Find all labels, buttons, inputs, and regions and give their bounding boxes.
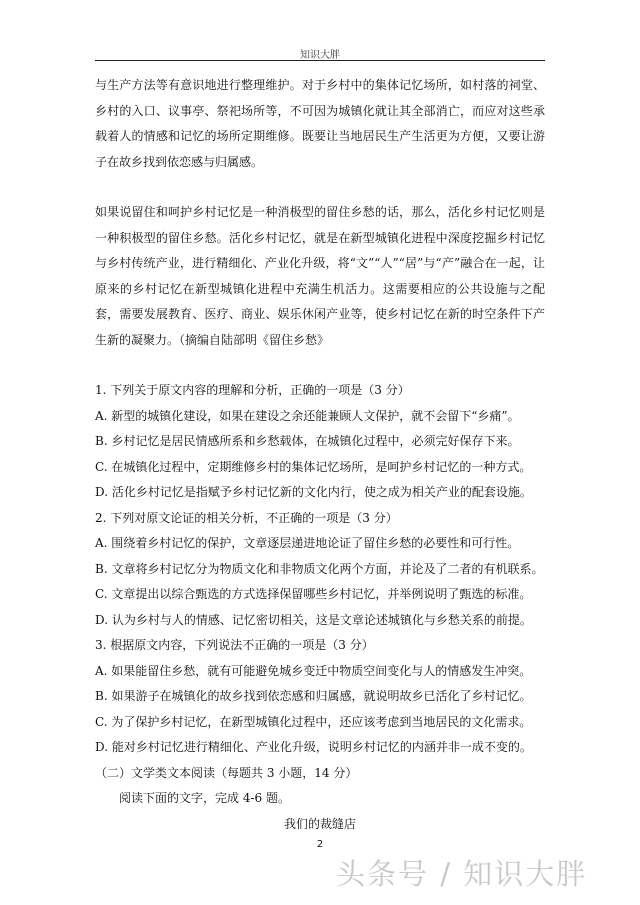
question-option: A. 新型的城镇化建设，如果在建设之余还能兼顾人文保护，就不会留下“乡痛”。: [95, 408, 520, 423]
header-rule: [95, 60, 545, 61]
watermark: 头条号 / 知识大胖: [336, 857, 588, 891]
question-option: B. 乡村记忆是居民情感所系和乡愁载体，在城镇化过程中，必须完好保存下来。: [95, 434, 520, 448]
paragraph-2: 如果说留住和呵护乡村记忆是一种消极型的留住乡愁的话，那么，活化乡村记忆则是一种积极型的留住乡愁。活化乡村记忆，就是在新型城镇化进程中深度挖掘乡村记忆与乡村传统产业，进行精细化、产业化升级，将“文”“人”“居”与“产”融合在一起，让原来的乡村记忆在新型城镇化进程中充满生机活力。这需要相应的公共设施与之配套，需要发展教育、医疗、商业、娱乐休闲产业等，使乡村记忆在新的时空条件下产生新的凝聚力。（摘编自陆部明《留住乡愁》: [95, 205, 545, 347]
question-option: B. 文章将乡村记忆分为物质文化和非物质文化两个方面，并论及了二者的有机联系。: [95, 561, 544, 576]
question-1: [95, 378, 545, 506]
question-stem: 2. 下列对原文论证的相关分析，不正确的一项是（3 分）: [95, 510, 398, 525]
question-option: D. 能对乡村记忆进行精细化、产业化升级，说明乡村记忆的内涵并非一成不变的。: [95, 740, 532, 754]
paragraph-1: 与生产方法等有意识地进行整理维护。对于乡村中的集体记忆场所，如村落的祠堂、乡村的入口、议事亭、祭祀场所等，不可因为城镇化就让其全部消亡，而应对这些承载着人的情感和记忆的场所定期维修。既要让当地居民生产生活更为方便，又要让游子在故乡找到依恋感与归属感。: [95, 78, 545, 169]
question-stem: 3. 根据原文内容，下列说法不正确的一项是（3 分）: [95, 638, 374, 652]
question-option: D. 认为乡村与人的情感、记忆密切相关，这是文章论述城镇化与乡愁关系的前提。: [95, 612, 532, 627]
page-number: 2: [316, 839, 324, 850]
question-option: C. 文章提出以综合甄选的方式选择保留哪些乡村记忆，并举例说明了甄选的标准。: [95, 587, 532, 601]
page-header: 知识大胖: [300, 50, 340, 61]
question-option: C. 在城镇化过程中，定期维修乡村的集体记忆场所，是呵护乡村记忆的一种方式。: [95, 459, 532, 474]
question-option: D. 活化乡村记忆是指赋予乡村记忆新的文化内行，使之成为相关产业的配套设施。: [95, 485, 532, 499]
story-title: 我们的裁缝店: [283, 816, 356, 831]
question-3: [95, 633, 545, 761]
question-stem: 1. 下列关于原文内容的理解和分析，正确的一项是（3 分）: [95, 383, 410, 397]
section-heading: （二）文学类文本阅读（每题共 3 小题，14 分）: [95, 765, 358, 780]
question-option: A. 围绕着乡村记忆的保护，文章逐层递进地论证了留住乡愁的必要性和可行性。: [95, 536, 520, 550]
question-option: C. 为了保护乡村记忆，在新型城镇化过程中，还应该考虑到当地居民的文化需求。: [95, 714, 532, 729]
paragraph-gap: [95, 353, 545, 378]
question-option: A. 如果能留住乡愁，就有可能避免城乡变迁中物质空间变化与人的情感发生冲突。: [95, 663, 532, 678]
section-instruction: 阅读下面的文字，完成 4-6 题。: [119, 791, 290, 805]
question-2: [95, 506, 545, 634]
question-option: B. 如果游子在城镇化的故乡找到依恋感和归属感，就说明故乡已活化了乡村记忆。: [95, 689, 532, 703]
page-content: [95, 73, 545, 837]
paragraph-gap: [95, 175, 545, 200]
